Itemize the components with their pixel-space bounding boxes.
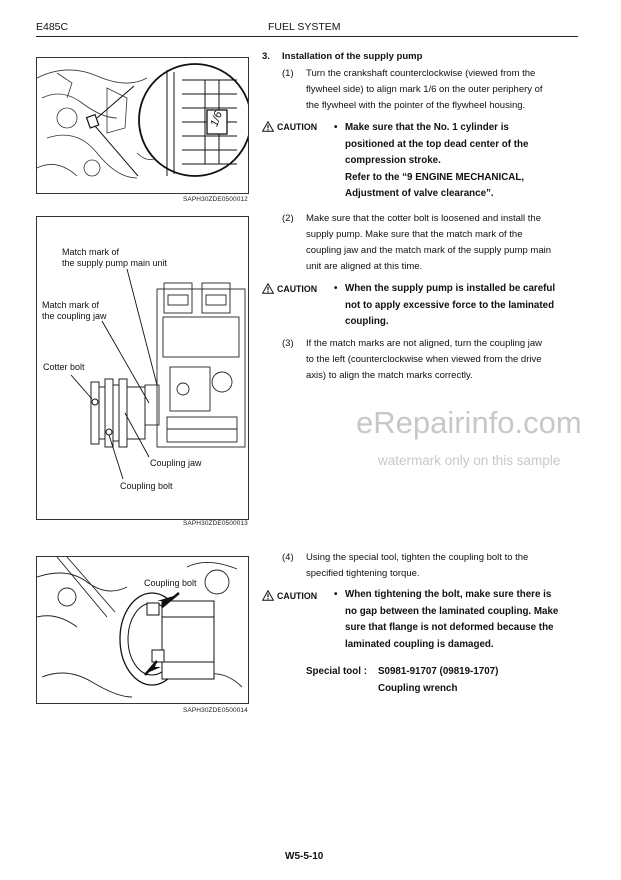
item-2-number: (2) [282, 213, 294, 224]
special-tool-name: Coupling wrench [378, 683, 458, 694]
caution-1-label: CAUTION [277, 121, 318, 132]
callout-cotter-bolt: Cotter bolt [43, 362, 85, 372]
special-tool-label: Special tool : [306, 666, 367, 677]
section-title: FUEL SYSTEM [268, 21, 341, 33]
figure-id-3: SAPH30ZDE0500014 [183, 707, 248, 714]
caution-3-label: CAUTION [277, 590, 318, 601]
caution-1-text: Make sure that the No. 1 cylinder is positioned at the top dead center of the compression stroke. Refer to the “9 ENGINE MECHANICAL, Adjustment of valve clearance”. [345, 122, 529, 199]
page-number: W5-5-10 [285, 851, 324, 862]
caution-3 [262, 590, 317, 601]
flywheel-mark-label: 1/6 [208, 109, 225, 129]
caution-3-bullet: • [334, 589, 338, 600]
warning-triangle-icon [262, 283, 274, 294]
figure-supply-pump [36, 216, 249, 520]
callout-match-mark-pump: Match mark of the supply pump main unit [62, 247, 168, 268]
header-divider [36, 36, 578, 37]
item-4-text: Using the special tool, tighten the coupling bolt to the specified tightening torque. [306, 552, 529, 579]
document-model: E485C [36, 21, 69, 33]
caution-1 [262, 121, 317, 132]
caution-3-text: When tightening the bolt, make sure there is no gap between the laminated coupling. Make sure that flange is not deformed because the laminated coupling is damaged. [345, 589, 559, 650]
item-2-text: Make sure that the cotter bolt is loosened and install the supply pump. Make sure that the match mark of the coupling jaw and the match mark of the supply pump main unit are aligned at this time. [306, 213, 552, 272]
caution-2-label: CAUTION [277, 283, 318, 294]
caution-1-bullet: • [334, 122, 338, 133]
figure-coupling-bolt [36, 556, 249, 704]
callout-coupling-bolt: Coupling bolt [120, 481, 173, 491]
caution-2-text: When the supply pump is installed be careful not to apply excessive force to the laminated coupling. [345, 283, 556, 327]
caution-2-bullet: • [334, 283, 338, 294]
callout-coupling-bolt-fig3: Coupling bolt [144, 578, 197, 588]
warning-triangle-icon [262, 121, 274, 132]
special-tool-code: S0981-91707 (09819-1707) [378, 666, 499, 677]
item-1-text: Turn the crankshaft counterclockwise (viewed from the flywheel side) to align mark 1/6 on the outer periphery of the flywheel with the pointer of the flywheel housing. [306, 68, 543, 111]
warning-triangle-icon [262, 590, 274, 601]
watermark-sub: watermark only on this sample [378, 453, 561, 468]
item-3-text: If the match marks are not aligned, turn the coupling jaw to the left (counterclockwise when viewed from the drive axis) to align the match marks correctly. [306, 338, 543, 381]
caution-2 [262, 283, 317, 294]
callout-coupling-jaw: Coupling jaw [150, 458, 202, 468]
item-4-number: (4) [282, 552, 294, 563]
step-title: Installation of the supply pump [282, 51, 423, 62]
figure-id-2: SAPH30ZDE0500013 [183, 520, 248, 527]
watermark-main: eRepairinfo.com [356, 405, 582, 440]
step-number: 3. [262, 51, 270, 62]
callout-match-mark-jaw: Match mark of the coupling jaw [42, 300, 107, 321]
item-3-number: (3) [282, 338, 294, 349]
item-1-number: (1) [282, 68, 294, 79]
figure-flywheel-mark [36, 57, 249, 194]
figure-id-1: SAPH30ZDE0500012 [183, 196, 248, 203]
